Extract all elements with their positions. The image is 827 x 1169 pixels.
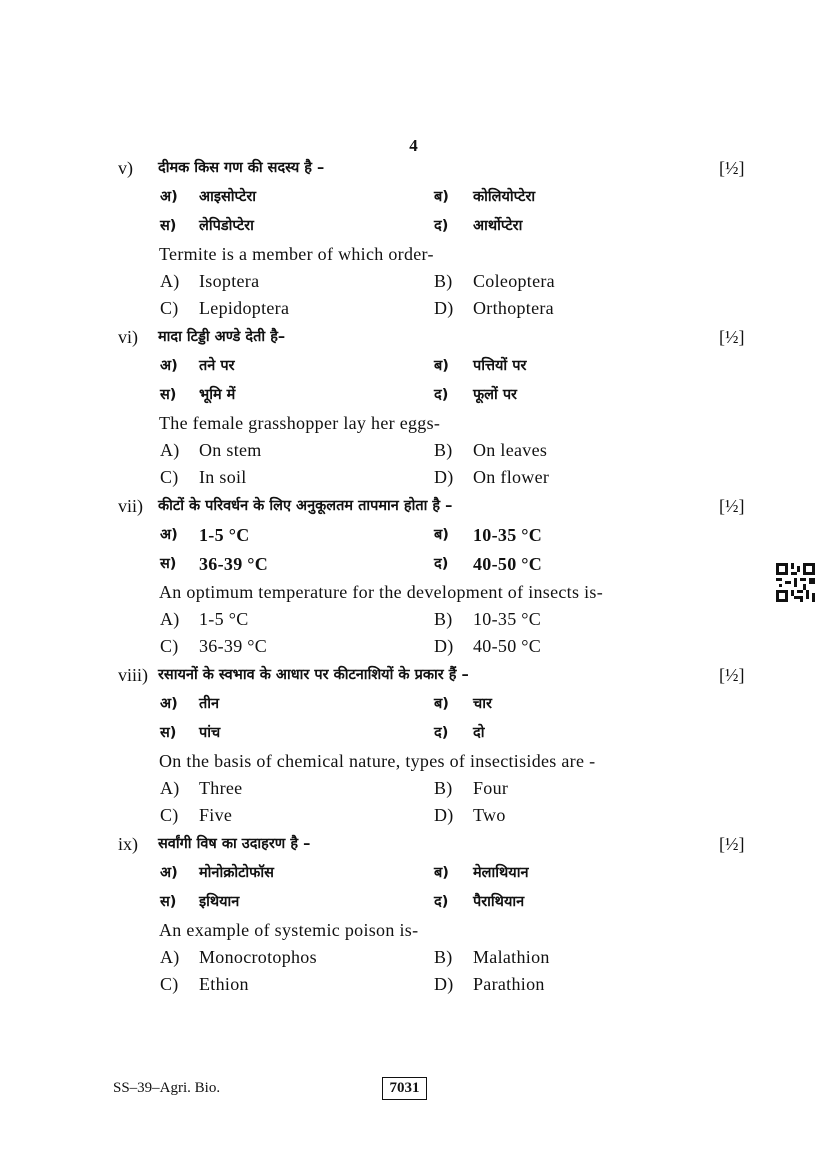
option-letter: द): [434, 556, 449, 572]
english-question: An optimum temperature for the development of insects is-: [159, 582, 603, 602]
option-text: In soil: [199, 467, 247, 487]
english-options-row-1: [0, 944, 827, 971]
hindi-options-row-2: [0, 382, 827, 409]
question-vii: [0, 493, 827, 662]
question-list: [0, 155, 827, 1000]
option-text: पांच: [199, 725, 221, 741]
hindi-options-row-1: [0, 860, 827, 887]
option-text: चार: [473, 696, 492, 712]
option-letter: द): [434, 218, 449, 234]
english-question: The female grasshopper lay her eggs-: [159, 413, 441, 433]
option-text: Five: [199, 805, 233, 825]
option-letter: C): [160, 805, 179, 825]
option-text: On leaves: [473, 440, 548, 460]
option-letter: B): [434, 271, 453, 291]
option-letter: द): [434, 387, 449, 403]
option-text: Four: [473, 778, 509, 798]
option-letter: D): [434, 974, 454, 994]
option-letter: स): [160, 556, 177, 572]
hindi-question: मादा टिड्डी अण्डे देती है–: [158, 329, 286, 345]
hindi-question-row: [0, 831, 827, 858]
option-text: 40-50 °C: [473, 636, 542, 656]
hindi-question-row: [0, 155, 827, 182]
option-letter: अ): [160, 358, 178, 374]
option-letter: C): [160, 467, 179, 487]
option-text: Two: [473, 805, 506, 825]
hindi-question: दीमक किस गण की सदस्य है –: [158, 160, 325, 176]
english-options-row-2: [0, 464, 827, 491]
hindi-question-row: [0, 493, 827, 520]
english-question: Termite is a member of which order-: [159, 244, 434, 264]
option-letter: A): [160, 778, 180, 798]
question-number: vi): [118, 327, 138, 347]
option-text: 1-5 °C: [199, 525, 250, 545]
option-text: भूमि में: [199, 387, 236, 403]
option-text: 36-39 °C: [199, 636, 268, 656]
question-ix: [0, 831, 827, 1000]
option-letter: B): [434, 609, 453, 629]
option-text: तीन: [199, 696, 220, 712]
marks: [½]: [719, 665, 745, 685]
option-text: Three: [199, 778, 243, 798]
footer-paper-number: 7031: [382, 1077, 427, 1100]
option-text: लेपिडोप्टेरा: [199, 218, 254, 234]
hindi-options-row-1: [0, 353, 827, 380]
option-text: आर्थोप्टेरा: [473, 218, 523, 234]
option-text: On stem: [199, 440, 262, 460]
option-letter: D): [434, 467, 454, 487]
english-question-row: [0, 748, 827, 775]
option-letter: अ): [160, 865, 178, 881]
option-text: 10-35 °C: [473, 525, 543, 545]
option-letter: ब): [434, 358, 449, 374]
hindi-question: रसायनों के स्वभाव के आधार पर कीटनाशियों के प्रकार हैं –: [158, 667, 469, 683]
option-letter: अ): [160, 696, 178, 712]
option-letter: D): [434, 636, 454, 656]
option-letter: A): [160, 271, 180, 291]
option-letter: अ): [160, 527, 178, 543]
option-letter: ब): [434, 189, 449, 205]
qr-code-icon: [776, 563, 815, 602]
marks: [½]: [719, 158, 745, 178]
english-options-row-1: [0, 268, 827, 295]
english-options-row-2: [0, 802, 827, 829]
english-options-row-1: [0, 437, 827, 464]
english-options-row-1: [0, 606, 827, 633]
option-text: इथियान: [199, 894, 240, 910]
option-letter: ब): [434, 865, 449, 881]
option-text: Ethion: [199, 974, 249, 994]
option-letter: B): [434, 440, 453, 460]
marks: [½]: [719, 496, 745, 516]
hindi-options-row-2: [0, 889, 827, 916]
hindi-options-row-1: [0, 184, 827, 211]
option-letter: द): [434, 725, 449, 741]
english-options-row-1: [0, 775, 827, 802]
hindi-question-row: [0, 324, 827, 351]
option-text: 40-50 °C: [473, 554, 543, 574]
question-viii: [0, 662, 827, 831]
english-question-row: [0, 241, 827, 268]
hindi-options-row-1: [0, 522, 827, 549]
option-letter: C): [160, 636, 179, 656]
option-letter: A): [160, 947, 180, 967]
hindi-options-row-2: [0, 551, 827, 578]
option-text: कोलियोप्टेरा: [473, 189, 536, 205]
option-text: Parathion: [473, 974, 545, 994]
hindi-options-row-2: [0, 720, 827, 747]
hindi-options-row-1: [0, 691, 827, 718]
option-text: Isoptera: [199, 271, 260, 291]
option-letter: स): [160, 218, 177, 234]
page-number: 4: [409, 136, 418, 155]
marks: [½]: [719, 834, 745, 854]
option-letter: A): [160, 609, 180, 629]
option-letter: द): [434, 894, 449, 910]
option-text: Lepidoptera: [199, 298, 290, 318]
english-question-row: [0, 917, 827, 944]
english-options-row-2: [0, 295, 827, 322]
option-letter: B): [434, 778, 453, 798]
option-text: मोनोक्रोटोफॉस: [199, 865, 274, 881]
question-number: ix): [118, 834, 138, 854]
option-text: तने पर: [199, 358, 235, 374]
english-question-row: [0, 410, 827, 437]
option-letter: ब): [434, 696, 449, 712]
option-text: Monocrotophos: [199, 947, 317, 967]
option-letter: A): [160, 440, 180, 460]
option-letter: D): [434, 805, 454, 825]
english-question: An example of systemic poison is-: [159, 920, 419, 940]
question-number: viii): [118, 665, 148, 685]
question-number: v): [118, 158, 133, 178]
question-number: vii): [118, 496, 143, 516]
hindi-options-row-2: [0, 213, 827, 240]
option-letter: स): [160, 387, 177, 403]
hindi-question: सर्वांगी विष का उदाहरण है –: [158, 836, 311, 852]
option-text: On flower: [473, 467, 550, 487]
hindi-question-row: [0, 662, 827, 689]
option-letter: ब): [434, 527, 449, 543]
option-text: Orthoptera: [473, 298, 554, 318]
option-letter: C): [160, 974, 179, 994]
option-text: 36-39 °C: [199, 554, 269, 574]
question-v: [0, 155, 827, 324]
footer-paper-code: SS–39–Agri. Bio.: [113, 1080, 221, 1096]
english-options-row-2: [0, 971, 827, 998]
option-letter: B): [434, 947, 453, 967]
option-text: मेलाथियान: [473, 865, 529, 881]
option-letter: स): [160, 725, 177, 741]
option-text: पत्तियों पर: [473, 358, 527, 374]
option-text: 10-35 °C: [473, 609, 542, 629]
english-question-row: [0, 579, 827, 606]
english-options-row-2: [0, 633, 827, 660]
marks: [½]: [719, 327, 745, 347]
option-text: दो: [473, 725, 485, 741]
option-text: Coleoptera: [473, 271, 555, 291]
option-letter: स): [160, 894, 177, 910]
english-question: On the basis of chemical nature, types of insectisides are -: [159, 751, 596, 771]
option-text: Malathion: [473, 947, 550, 967]
hindi-question: कीटों के परिवर्धन के लिए अनुकूलतम तापमान होता है –: [158, 498, 453, 514]
question-vi: [0, 324, 827, 493]
option-text: पैराथियान: [473, 894, 525, 910]
option-letter: अ): [160, 189, 178, 205]
option-text: आइसोप्टेरा: [199, 189, 257, 205]
option-letter: D): [434, 298, 454, 318]
option-text: फूलों पर: [473, 387, 517, 403]
option-text: 1-5 °C: [199, 609, 249, 629]
option-letter: C): [160, 298, 179, 318]
